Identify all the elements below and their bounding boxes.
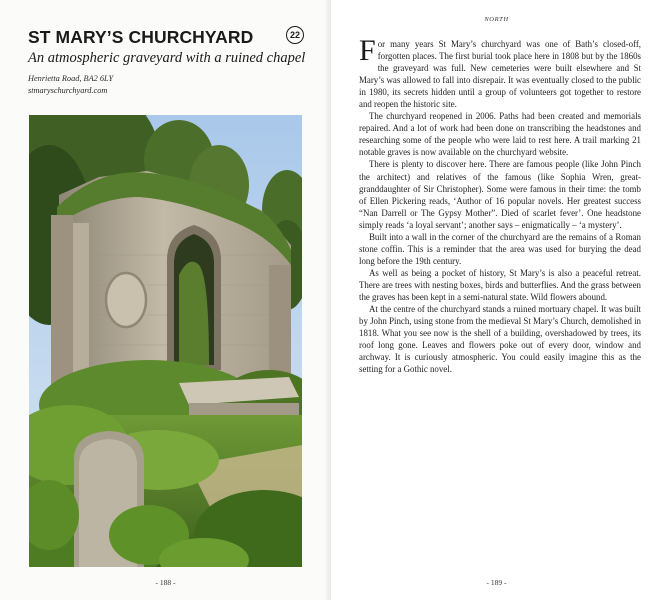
paragraph: Built into a wall in the corner of the churchyard are the remains of a Roman stone coffin. This is a reminder that the area was used for burying the dead long before the 19th century. [359,231,641,266]
right-page [331,0,662,600]
drop-cap: F [359,34,376,67]
paragraph: There is plenty to discover here. There are famous people (like John Pinch the architect) and relatives of the famous (like Sophia Wren, great-granddaughter of Sir Christopher). Some were famous in their time: the tomb of Ellen Pickering reads, ‘Author of 16 popular novels. Her greatest success “Nan Darrell or The Gypsy Mother”. Died of scarlet fever’. One headstone simply reads ‘a loyal servant’; another says – enigmatically – ‘a mystery’. [359,159,641,230]
chapel-photo [29,115,302,567]
paragraph: As well as being a pocket of history, St Mary’s is also a peaceful retreat. There are trees with nesting boxes, birds and butterflies. And the grass between the graves has been kept in a semi-natural state. Wild flowers abound. [359,267,641,302]
paragraph: At the centre of the churchyard stands a ruined mortuary chapel. It was built by John Pinch, using stone from the medieval St Mary’s Church, demolished in 1818. What you see now is the shell of a building, overshadowed by trees, its roof long gone. Leaves and flowers poke out of every door, window and archway. It is curiously atmospheric. You could easily imagine this as the setting for a Gothic novel. [359,304,641,375]
paragraph-text: or many years St Mary’s churchyard was one of Bath’s closed-off, forgotten places. The first burial took place here in 1808 but by the 1860s the graveyard was full. New cemeteries were built elsewhere and St Mary’s was allowed to fall into disrepair. It was eventually closed to the public in 1980, its secrets hidden until a group of volunteers got together to restore and reopen the historic site. [359,39,641,110]
running-head: NORTH [484,16,509,23]
page-number-right: - 189 - [486,578,507,587]
website: stmaryschurchyard.com [28,86,108,95]
page-title: ST MARY’S CHURCHYARD [28,27,254,47]
page-number-left: - 188 - [155,578,176,587]
page-subtitle: An atmospheric graveyard with a ruined chapel [28,50,306,66]
body-text [359,34,641,375]
paragraph [359,34,641,110]
address: Henrietta Road, BA2 6LY [28,74,114,83]
entry-number-badge: 22 [286,26,304,44]
paragraph: The churchyard reopened in 2006. Paths had been created and memorials repaired. And a lot of work had been done on transcribing the headstones and researching some of the people who were laid to rest here. A trail marking 21 notable graves is now available on the churchyard website. [359,111,641,158]
